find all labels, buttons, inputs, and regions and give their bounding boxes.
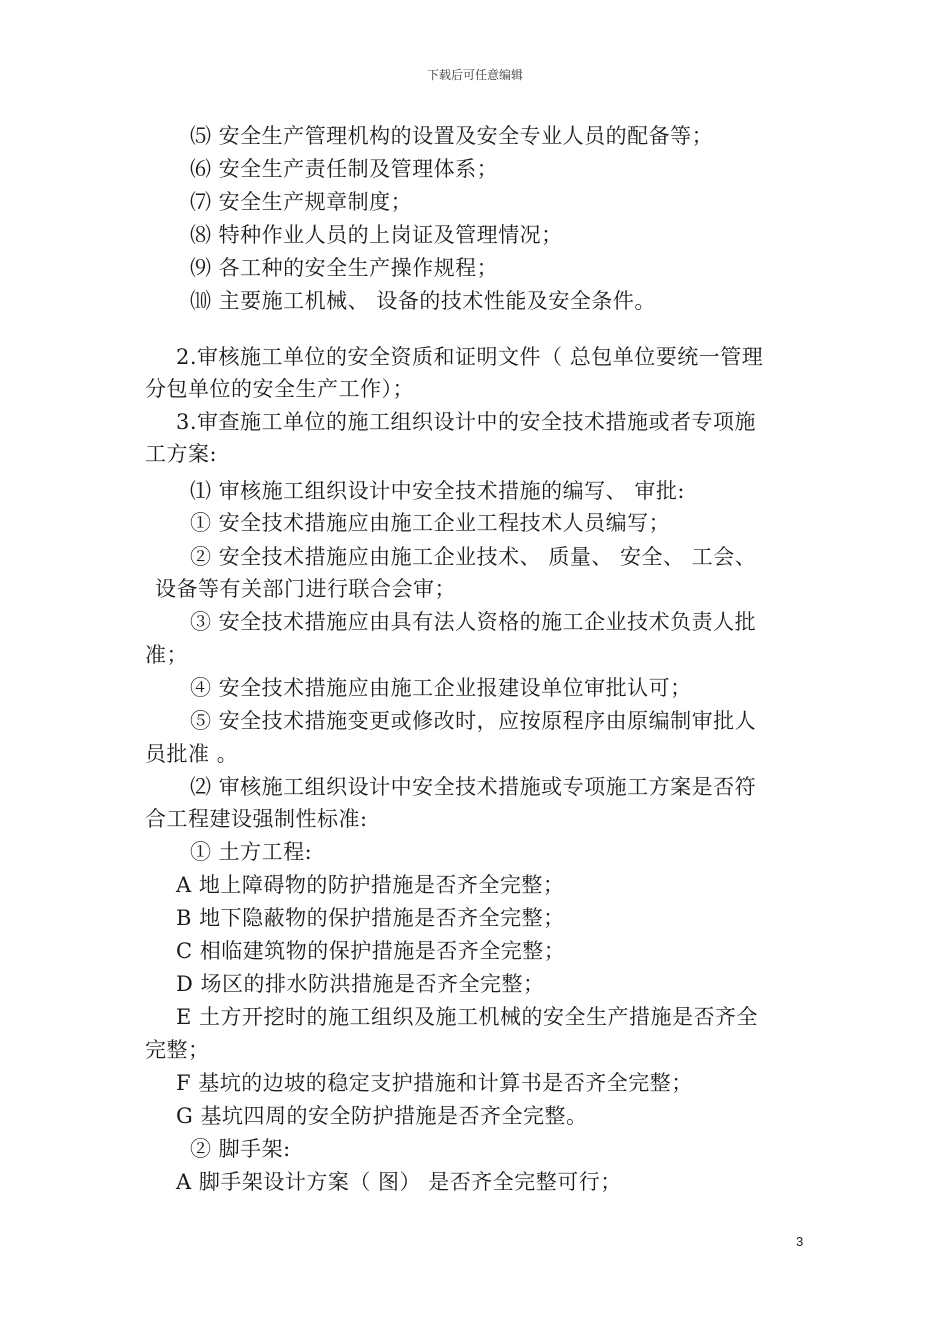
paragraph-line: 员批准 。 — [145, 742, 239, 766]
paragraph-line: 工方案: — [145, 442, 218, 466]
paragraph-line: 合工程建设强制性标准: — [145, 807, 368, 831]
paragraph-line: ⑼ 各工种的安全生产操作规程； — [190, 256, 499, 280]
paragraph-line: C 相临建筑物的保护措施是否齐全完整； — [176, 939, 566, 963]
paragraph-line: ⑻ 特种作业人员的上岗证及管理情况； — [190, 223, 563, 247]
paragraph-line: 2.审核施工单位的安全资质和证明文件（ 总包单位要统一管理 — [176, 345, 764, 369]
paragraph-line: ③ 安全技术措施应由具有法人资格的施工企业技术负责人批 — [190, 610, 757, 634]
paragraph-line: ② 安全技术措施应由施工企业技术、 质量、 安全、 工会、 — [190, 545, 757, 569]
paragraph-line: 准； — [145, 643, 188, 667]
paragraph-line: 3.审查施工单位的施工组织设计中的安全技术措施或者专项施 — [176, 410, 757, 434]
paragraph-line: 分包单位的安全生产工作）； — [145, 377, 414, 401]
paragraph-line: ① 土方工程: — [190, 840, 313, 864]
paragraph-line: D 场区的排水防洪措施是否齐全完整； — [176, 972, 545, 996]
paragraph-line: ⑽ 主要施工机械、 设备的技术性能及安全条件。 — [190, 289, 656, 313]
paragraph-line: 设备等有关部门进行联合会审； — [155, 577, 456, 601]
paragraph-line: ① 安全技术措施应由施工企业工程技术人员编写； — [190, 511, 671, 535]
paragraph-line: 完整； — [145, 1038, 210, 1062]
paragraph-line: ⑴ 审核施工组织设计中安全技术措施的编写、 审批: — [190, 479, 685, 503]
paragraph-line: G 基坑四周的安全防护措施是否齐全完整。 — [176, 1104, 588, 1128]
paragraph-line: A 脚手架设计方案（ 图） 是否齐全完整可行； — [176, 1170, 622, 1194]
document-header-note: 下载后可任意编辑 — [426, 68, 523, 82]
paragraph-line: A 地上障碍物的防护措施是否齐全完整； — [176, 873, 565, 897]
paragraph-line: B 地下隐蔽物的保护措施是否齐全完整； — [176, 906, 565, 930]
paragraph-line: F 基坑的边坡的稳定支护措施和计算书是否齐全完整； — [176, 1071, 693, 1095]
paragraph-line: ⑺ 安全生产规章制度； — [190, 190, 413, 214]
paragraph-line: E 土方开挖时的施工组织及施工机械的安全生产措施是否齐全 — [176, 1005, 759, 1029]
paragraph-line: ④ 安全技术措施应由施工企业报建设单位审批认可； — [190, 676, 692, 700]
paragraph-line: ⑹ 安全生产责任制及管理体系； — [190, 157, 499, 181]
paragraph-line: ⑵ 审核施工组织设计中安全技术措施或专项施工方案是否符 — [190, 775, 757, 799]
paragraph-line: ② 脚手架: — [190, 1137, 291, 1161]
page-number: 3 — [796, 1234, 804, 1249]
paragraph-line: ⑸ 安全生产管理机构的设置及安全专业人员的配备等； — [190, 124, 714, 148]
paragraph-line: ⑤ 安全技术措施变更或修改时，应按原程序由原编制审批人 — [190, 709, 757, 733]
